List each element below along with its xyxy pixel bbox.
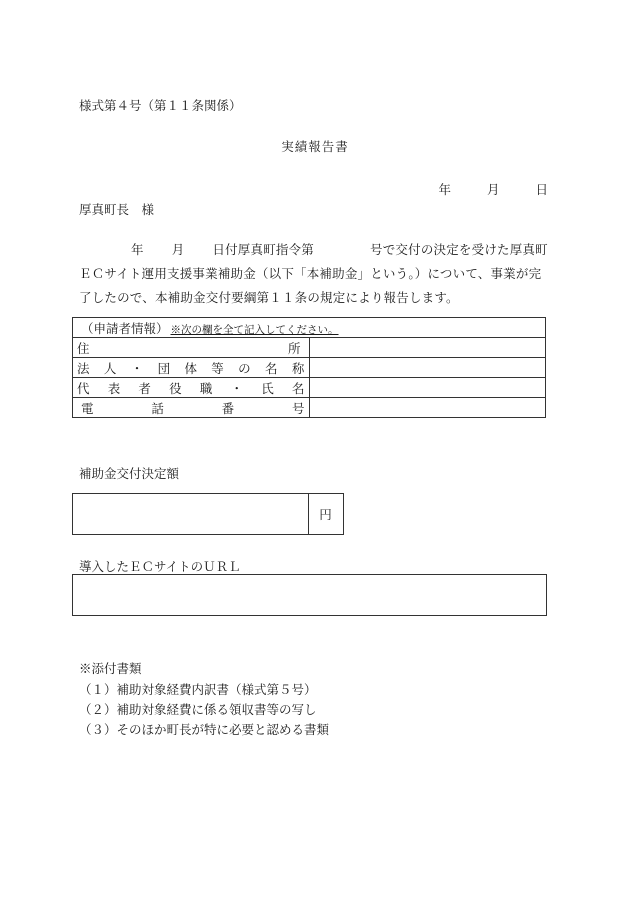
applicant-info-table	[72, 317, 546, 418]
table-row-phone	[73, 398, 546, 418]
form-number: 様式第４号（第１１条関係）	[79, 98, 242, 113]
body-paragraph	[79, 238, 549, 310]
address-field[interactable]	[309, 338, 546, 358]
phone-label: 電 話 番 号	[73, 398, 310, 418]
ec-url-field[interactable]	[72, 574, 547, 616]
grant-amount-label: 補助金交付決定額	[79, 466, 180, 481]
attachment-item: （１）補助対象経費内訳書（様式第５号）	[79, 682, 317, 697]
attachment-item: （２）補助対象経費に係る領収書等の写し	[79, 702, 317, 717]
applicant-header-note: ※次の欄を全て記入してください。	[170, 323, 339, 336]
representative-field[interactable]	[309, 378, 546, 398]
date-line	[438, 180, 548, 198]
addressee: 厚真町長 様	[79, 202, 155, 217]
organization-field[interactable]	[309, 358, 546, 378]
ec-url-label: 導入したＥＣサイトのＵＲＬ	[79, 559, 241, 574]
applicant-header-row	[73, 318, 546, 338]
date-month: 月	[486, 182, 500, 197]
body-month: 月	[171, 242, 185, 257]
table-row-representative	[73, 378, 546, 398]
organization-label: 法 人 ・ 団 体 等 の 名 称	[73, 358, 310, 378]
attachment-item: （３）そのほか町長が特に必要と認める書類	[79, 722, 330, 737]
address-label: 住 所	[73, 338, 310, 358]
document-title: 実績報告書	[281, 139, 349, 154]
phone-field[interactable]	[309, 398, 546, 418]
table-row-organization	[73, 358, 546, 378]
applicant-header-label: （申請者情報）	[81, 320, 169, 336]
body-text: 号で交付の決定を受けた厚真町ＥＣサイト運用支援事業補助金（以下「本補助金」という。）について、事業が完了したので、本補助金交付要綱第１１条の規定により報告します。	[79, 242, 548, 305]
body-year: 年	[131, 242, 144, 257]
date-day: 日	[535, 182, 548, 197]
table-row-address	[73, 338, 546, 358]
applicant-header	[73, 318, 546, 338]
body-issuer: 日付厚真町指令第	[212, 242, 315, 257]
representative-label: 代 表 者 役 職 ・ 氏 名	[73, 378, 310, 398]
date-year: 年	[438, 182, 451, 197]
grant-amount-unit: 円	[308, 493, 344, 535]
attachments-heading: ※添付書類	[79, 661, 142, 676]
grant-amount-field[interactable]	[72, 493, 309, 535]
